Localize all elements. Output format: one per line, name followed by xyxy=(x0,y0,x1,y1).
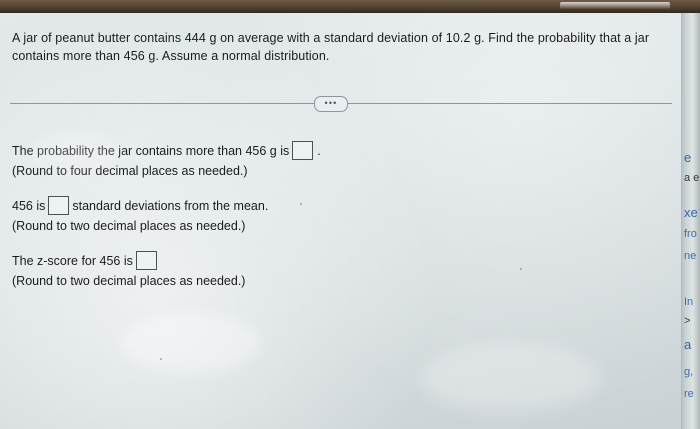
question-block-z-score xyxy=(12,251,245,290)
glare-highlight xyxy=(560,2,670,9)
page-edge-text-fragment: > xyxy=(684,315,691,327)
probability-answer-input[interactable] xyxy=(292,141,313,160)
rounding-hint: (Round to two decimal places as needed.) xyxy=(12,274,246,288)
rounding-hint: (Round to two decimal places as needed.) xyxy=(12,219,246,233)
question-block-probability xyxy=(12,141,321,180)
adjacent-page-edge xyxy=(681,13,700,429)
section-marker-pill xyxy=(314,96,348,112)
paper-speck xyxy=(160,358,162,360)
question-line xyxy=(12,251,245,270)
question-prompt: The z-score for 456 is xyxy=(12,253,133,268)
question-line xyxy=(12,196,268,215)
page-edge-text-fragment: e xyxy=(684,150,692,165)
page-edge-text-fragment: fro xyxy=(684,228,697,240)
question-prompt-tail: . xyxy=(317,143,321,158)
desk-edge-shadow xyxy=(0,0,700,13)
question-prompt-tail: standard deviations from the mean. xyxy=(72,198,269,213)
page-edge-text-fragment: a e xyxy=(684,172,700,184)
page-edge-text-fragment: a xyxy=(684,337,692,352)
worksheet-page xyxy=(0,13,682,429)
paper-glare-2 xyxy=(420,343,600,413)
question-prompt: 456 is xyxy=(12,198,46,213)
z-score-answer-input[interactable] xyxy=(136,251,157,270)
question-prompt: The probability the jar contains more than 456 g is xyxy=(12,143,290,158)
page-edge-text-fragment: g, xyxy=(684,366,694,378)
paper-speck xyxy=(520,268,522,270)
rounding-hint: (Round to four decimal places as needed.) xyxy=(12,164,248,178)
question-line xyxy=(12,141,321,160)
section-marker-label: ••• xyxy=(324,97,338,108)
page-edge-text-fragment: In xyxy=(684,296,694,308)
page-edge-text-fragment: re xyxy=(684,388,694,400)
page-edge-text-fragment: xe xyxy=(684,205,698,220)
problem-statement: A jar of peanut butter contains 444 g on average with a standard deviation of 10.2 g. Find the probability that a jar contains more than 456 g. Assume a normal distribution. xyxy=(12,31,650,63)
paper-speck xyxy=(300,203,302,205)
standard-deviations-answer-input[interactable] xyxy=(48,196,69,215)
question-block-standard-deviations xyxy=(12,196,268,235)
page-edge-text-fragment: ne xyxy=(684,250,697,262)
paper-glare-1 xyxy=(120,313,260,373)
